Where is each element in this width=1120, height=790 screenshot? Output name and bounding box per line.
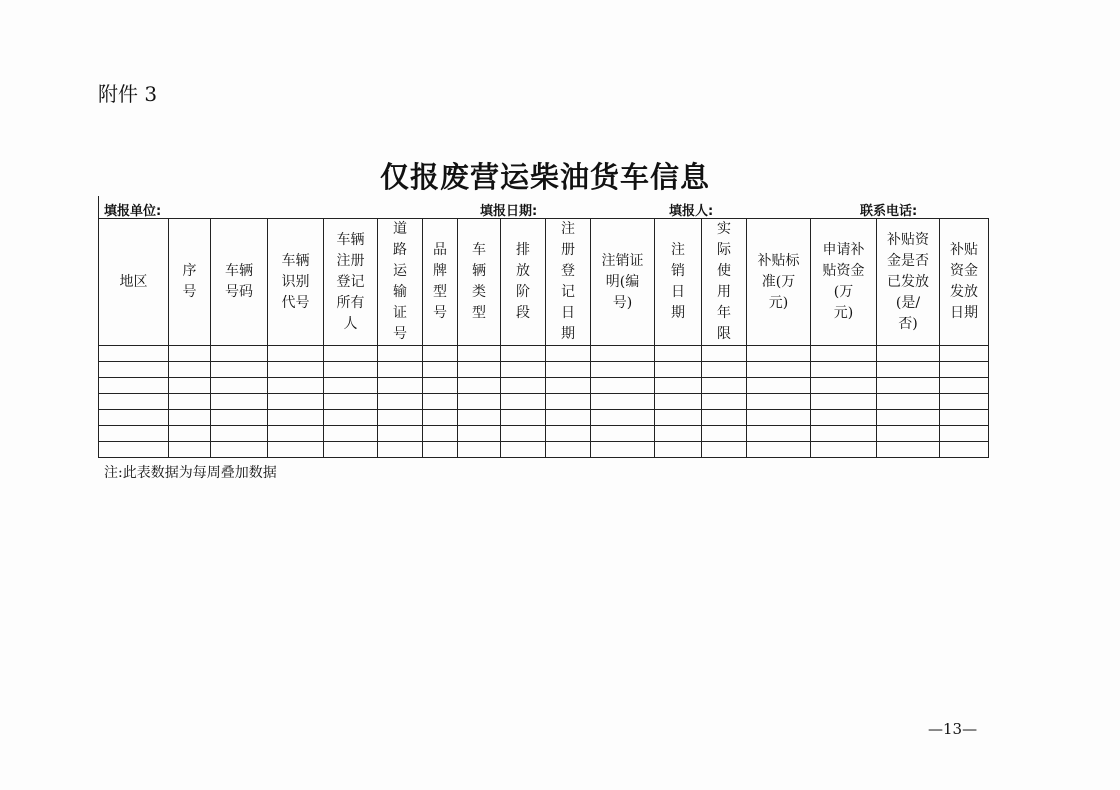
- table-cell: [501, 410, 546, 426]
- table-cell: [268, 410, 324, 426]
- table-cell: [99, 362, 169, 378]
- table-cell: [811, 442, 877, 458]
- table-cell: [324, 426, 378, 442]
- table-cell: [458, 362, 501, 378]
- table-cell: [655, 394, 702, 410]
- table-cell: [99, 394, 169, 410]
- table-cell: [591, 394, 655, 410]
- table-cell: [877, 442, 940, 458]
- attachment-label: 附件 3: [98, 82, 158, 106]
- table-row: [99, 394, 989, 410]
- table-row: [99, 346, 989, 362]
- table-cell: [423, 426, 458, 442]
- table-row: [99, 410, 989, 426]
- table-cell: [940, 346, 989, 362]
- column-header: 车辆 号码: [211, 219, 268, 346]
- table-cell: [702, 426, 747, 442]
- table-cell: [423, 394, 458, 410]
- table-cell: [702, 362, 747, 378]
- table-cell: [378, 378, 423, 394]
- table-cell: [877, 346, 940, 362]
- column-header: 地区: [99, 219, 169, 346]
- table-cell: [378, 442, 423, 458]
- header-row-border: [98, 196, 99, 218]
- column-header: 实 际 使 用 年 限: [702, 219, 747, 346]
- table-cell: [877, 362, 940, 378]
- page-number: —13—: [928, 720, 978, 738]
- table-cell: [211, 410, 268, 426]
- table-cell: [546, 442, 591, 458]
- table-cell: [99, 346, 169, 362]
- table-cell: [940, 426, 989, 442]
- table-cell: [169, 346, 211, 362]
- table-cell: [423, 362, 458, 378]
- table-cell: [99, 426, 169, 442]
- table-cell: [747, 410, 811, 426]
- table-cell: [877, 394, 940, 410]
- table-cell: [747, 394, 811, 410]
- table-cell: [169, 394, 211, 410]
- table-cell: [940, 362, 989, 378]
- table-cell: [546, 394, 591, 410]
- table-cell: [501, 378, 546, 394]
- table-cell: [268, 394, 324, 410]
- vehicle-info-table: [98, 218, 989, 458]
- table-cell: [211, 362, 268, 378]
- table-cell: [324, 378, 378, 394]
- table-cell: [423, 346, 458, 362]
- table-cell: [458, 410, 501, 426]
- column-header: 申请补 贴资金 (万 元): [811, 219, 877, 346]
- table-cell: [268, 442, 324, 458]
- column-header: 车辆 注册 登记 所有 人: [324, 219, 378, 346]
- table-cell: [702, 394, 747, 410]
- table-cell: [591, 410, 655, 426]
- table-cell: [811, 410, 877, 426]
- table-cell: [324, 346, 378, 362]
- table-cell: [591, 362, 655, 378]
- column-header: 补贴资 金是否 已发放 (是/ 否): [877, 219, 940, 346]
- table-cell: [458, 346, 501, 362]
- table-cell: [378, 346, 423, 362]
- table-cell: [211, 442, 268, 458]
- table-row: [99, 378, 989, 394]
- table-cell: [169, 442, 211, 458]
- column-header: 序 号: [169, 219, 211, 346]
- column-header: 注销证 明(编 号): [591, 219, 655, 346]
- table-cell: [702, 378, 747, 394]
- table-body: [99, 346, 989, 458]
- table-cell: [458, 394, 501, 410]
- table-cell: [458, 442, 501, 458]
- table-cell: [655, 378, 702, 394]
- table-cell: [268, 362, 324, 378]
- table-cell: [655, 362, 702, 378]
- table-cell: [423, 378, 458, 394]
- table-cell: [211, 394, 268, 410]
- table-cell: [811, 346, 877, 362]
- column-header: 注 销 日 期: [655, 219, 702, 346]
- table-cell: [458, 378, 501, 394]
- table-cell: [591, 442, 655, 458]
- column-header: 车辆 识别 代号: [268, 219, 324, 346]
- table-cell: [940, 394, 989, 410]
- table-cell: [324, 410, 378, 426]
- table-cell: [423, 410, 458, 426]
- column-header: 补贴标 准(万 元): [747, 219, 811, 346]
- table-cell: [501, 442, 546, 458]
- table-cell: [811, 378, 877, 394]
- table-cell: [702, 346, 747, 362]
- table-cell: [591, 426, 655, 442]
- table-cell: [99, 378, 169, 394]
- table-cell: [877, 410, 940, 426]
- table-cell: [591, 346, 655, 362]
- table-cell: [591, 378, 655, 394]
- table-cell: [655, 426, 702, 442]
- table-cell: [458, 426, 501, 442]
- table-cell: [169, 410, 211, 426]
- table-cell: [211, 426, 268, 442]
- table-cell: [747, 346, 811, 362]
- fill-person-label: 填报人:: [669, 204, 714, 219]
- table-cell: [501, 362, 546, 378]
- table-cell: [324, 394, 378, 410]
- table-row: [99, 426, 989, 442]
- table-cell: [211, 378, 268, 394]
- table-row: [99, 362, 989, 378]
- table-cell: [940, 442, 989, 458]
- column-header: 品 牌 型 号: [423, 219, 458, 346]
- table-cell: [169, 378, 211, 394]
- page-title: 仅报废营运柴油货车信息: [379, 160, 710, 194]
- table-cell: [655, 410, 702, 426]
- table-cell: [99, 410, 169, 426]
- table-cell: [501, 426, 546, 442]
- table-cell: [324, 442, 378, 458]
- table-cell: [747, 378, 811, 394]
- table-cell: [169, 426, 211, 442]
- table-cell: [546, 410, 591, 426]
- table-cell: [940, 378, 989, 394]
- fill-phone-label: 联系电话:: [860, 204, 918, 219]
- table-cell: [702, 442, 747, 458]
- table-cell: [378, 362, 423, 378]
- table-cell: [811, 362, 877, 378]
- table-cell: [546, 426, 591, 442]
- table-cell: [378, 410, 423, 426]
- table-cell: [99, 442, 169, 458]
- table-row: [99, 442, 989, 458]
- table-cell: [747, 426, 811, 442]
- table-cell: [655, 442, 702, 458]
- table-cell: [378, 426, 423, 442]
- table-cell: [702, 410, 747, 426]
- table-cell: [655, 346, 702, 362]
- table-cell: [268, 346, 324, 362]
- table-cell: [268, 378, 324, 394]
- table-cell: [546, 346, 591, 362]
- table-cell: [747, 362, 811, 378]
- table-cell: [940, 410, 989, 426]
- fill-date-label: 填报日期:: [480, 204, 538, 219]
- table-cell: [747, 442, 811, 458]
- table-cell: [811, 394, 877, 410]
- table-cell: [268, 426, 324, 442]
- column-header: 车 辆 类 型: [458, 219, 501, 346]
- column-header: 注 册 登 记 日 期: [546, 219, 591, 346]
- fill-unit-label: 填报单位:: [104, 204, 162, 219]
- table-cell: [423, 442, 458, 458]
- table-cell: [211, 346, 268, 362]
- table-header-row: [99, 219, 989, 346]
- table-cell: [546, 362, 591, 378]
- table-cell: [877, 378, 940, 394]
- table-note: 注:此表数据为每周叠加数据: [104, 465, 277, 481]
- table-cell: [546, 378, 591, 394]
- table-cell: [877, 426, 940, 442]
- column-header: 补贴 资金 发放 日期: [940, 219, 989, 346]
- table-cell: [501, 346, 546, 362]
- table-cell: [501, 394, 546, 410]
- column-header: 排 放 阶 段: [501, 219, 546, 346]
- table-cell: [324, 362, 378, 378]
- table-cell: [811, 426, 877, 442]
- table-cell: [378, 394, 423, 410]
- table-cell: [169, 362, 211, 378]
- column-header: 道 路 运 输 证 号: [378, 219, 423, 346]
